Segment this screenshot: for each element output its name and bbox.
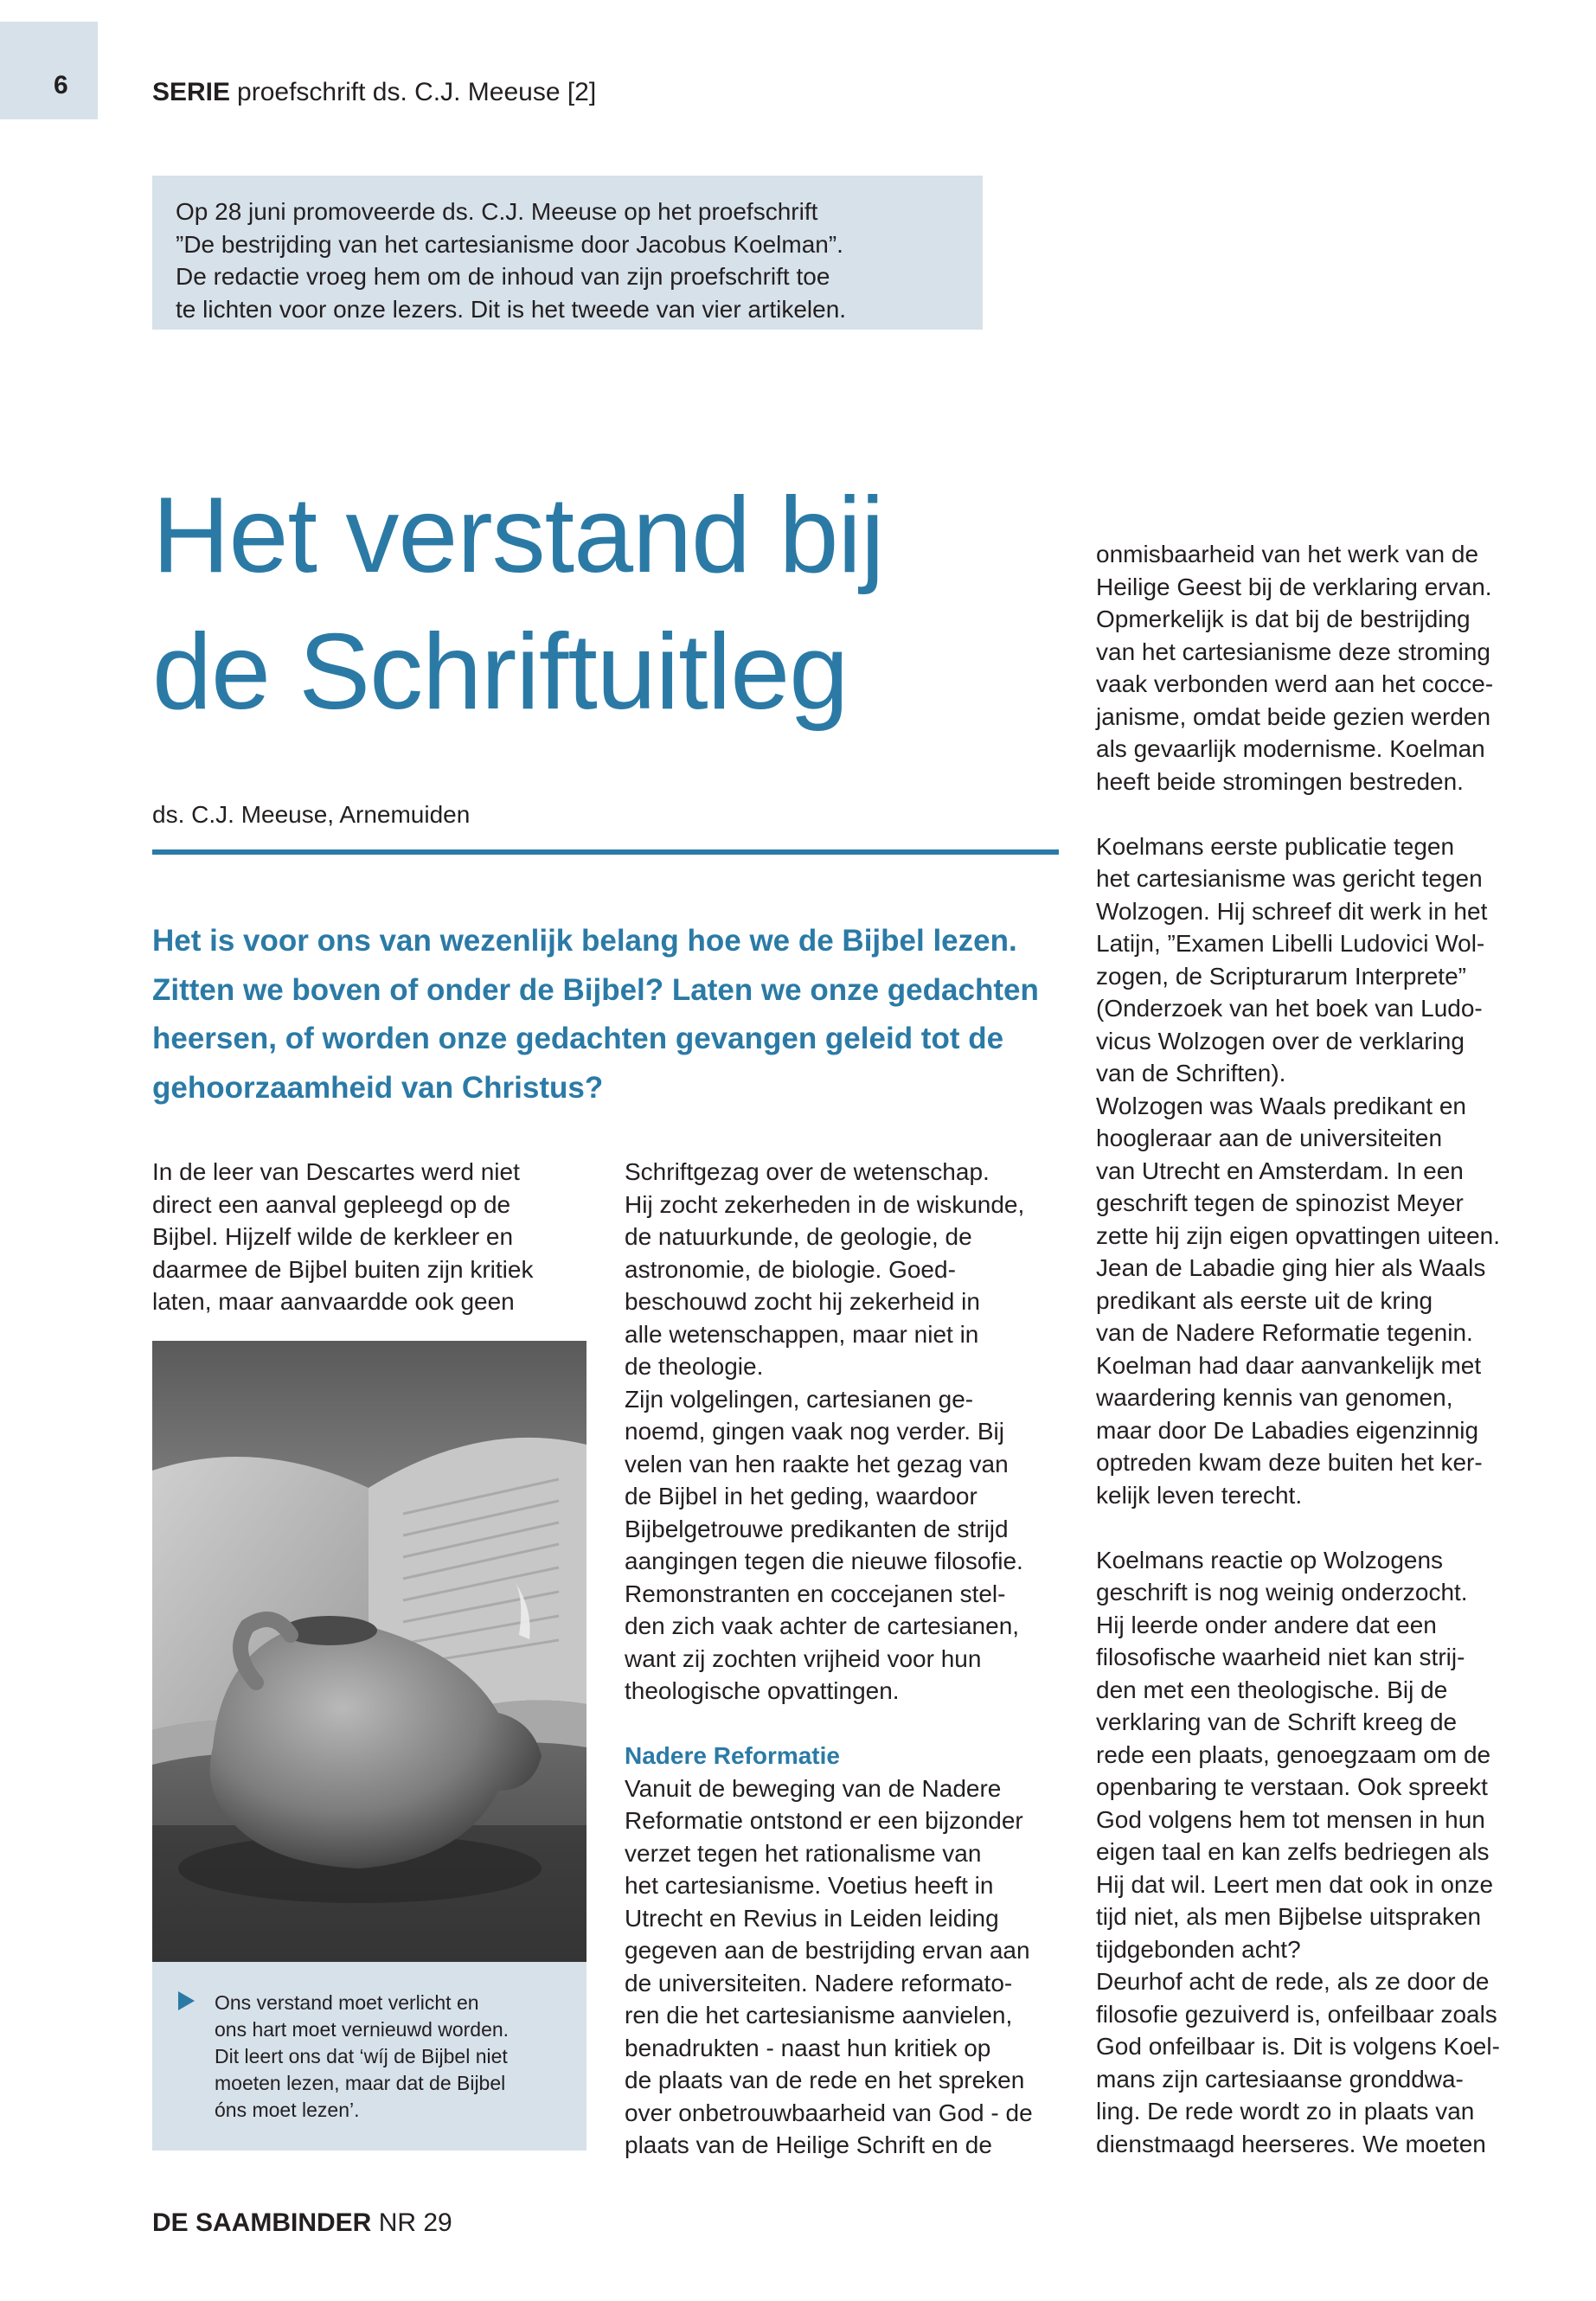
body-line: optreden kwam deze buiten het ker- (1096, 1449, 1483, 1476)
body-line: Heilige Geest bij de verklaring ervan. (1096, 573, 1492, 600)
body-line: Hij zocht zekerheden in de wiskunde, (625, 1190, 1025, 1218)
body-line: plaats van de Heilige Schrift en de (625, 2131, 992, 2158)
oil-lamp-photo (152, 1341, 586, 1962)
author-byline: ds. C.J. Meeuse, Arnemuiden (152, 801, 471, 828)
caption-line: moeten lezen, maar dat de Bijbel (215, 2072, 506, 2094)
body-line: Reformatie ontstond er een bijzonder (625, 1807, 1023, 1834)
lead-line: Zitten we boven of onder de Bijbel? Laten we onze gedachten (152, 972, 1039, 1007)
body-line: filosofie gezuiverd is, onfeilbaar zoals (1096, 2000, 1497, 2028)
body-line: eigen taal en kan zelfs bedriegen als (1096, 1838, 1490, 1865)
issue-number: NR 29 (378, 2208, 452, 2237)
series-title: proefschrift ds. C.J. Meeuse [2] (237, 78, 597, 106)
body-line: verzet tegen het rationalisme van (625, 1839, 982, 1867)
body-line: Opmerkelijk is dat bij de bestrijding (1096, 606, 1471, 632)
body-line: Koelmans reactie op Wolzogens (1096, 1546, 1444, 1574)
body-line: mans zijn cartesiaanse gronddwa- (1096, 2065, 1464, 2093)
paragraph-gap (1096, 798, 1500, 830)
paragraph-gap (625, 1708, 1033, 1740)
body-line: want zij zochten vrijheid voor hun (625, 1644, 982, 1672)
article-title (152, 467, 884, 740)
title-line: de Schriftuitleg (152, 612, 849, 732)
body-line: daarmee de Bijbel buiten zijn kritiek (152, 1255, 534, 1283)
body-line: God onfeilbaar is. Dit is volgens Koel- (1096, 2033, 1500, 2060)
body-line: Bijbel. Hijzelf wilde de kerkleer en (152, 1223, 514, 1250)
body-line: hoogleraar aan de universiteiten (1096, 1125, 1443, 1151)
body-line: Schriftgezag over de wetenschap. (625, 1158, 990, 1185)
body-line: geschrift tegen de spinozist Meyer (1096, 1189, 1464, 1216)
body-line: astronomie, de biologie. Goed- (625, 1255, 956, 1283)
intro-line: De redactie vroeg hem om de inhoud van zijn proefschrift toe (176, 263, 830, 290)
body-column-3 (1096, 538, 1500, 2160)
body-line: Remonstranten en coccejanen stel- (625, 1580, 1006, 1607)
intro-line: te lichten voor onze lezers. Dit is het tweede van vier artikelen. (176, 295, 847, 323)
body-line: Hij dat wil. Leert men dat ook in onze (1096, 1870, 1494, 1898)
lead-line: heersen, of worden onze gedachten gevangen geleid tot de (152, 1022, 1004, 1055)
body-line: maar door De Labadies eigenzinnig (1096, 1416, 1479, 1444)
body-line: de theologie. (625, 1353, 764, 1380)
body-line: Zijn volgelingen, cartesianen ge- (625, 1385, 974, 1413)
body-line: het cartesianisme. Voetius heeft in (625, 1872, 994, 1899)
caption-line: Dit leert ons dat ‘wíj de Bijbel niet (215, 2045, 508, 2067)
body-line: gegeven aan de bestrijding ervan aan (625, 1937, 1030, 1964)
body-line: de plaats van de rede en het spreken (625, 2067, 1025, 2093)
caption-line: Ons verstand moet verlicht en (215, 1991, 479, 2014)
body-line: ling. De rede wordt zo in plaats van (1096, 2098, 1475, 2125)
body-line: heeft beide stromingen bestreden. (1096, 767, 1464, 795)
body-line: In de leer van Descartes werd niet (152, 1158, 520, 1185)
body-line: over onbetrouwbaarheid van God - de (625, 2099, 1033, 2126)
page-number-tab (0, 22, 98, 119)
body-line: beschouwd zocht hij zekerheid in (625, 1288, 980, 1315)
body-line: de Bijbel in het geding, waardoor (625, 1483, 977, 1509)
body-line: theologische opvattingen. (625, 1677, 900, 1704)
caption-line: ons hart moet vernieuwd worden. (215, 2018, 510, 2041)
body-line: Wolzogen. Hij schreef dit werk in het (1096, 897, 1488, 925)
lead-paragraph (152, 917, 1069, 1112)
title-divider (152, 849, 1059, 855)
series-header (152, 78, 596, 107)
body-line: Vanuit de beweging van de Nadere (625, 1774, 1002, 1802)
body-line: openbaring te verstaan. Ook spreekt (1096, 1773, 1488, 1800)
body-line: verklaring van de Schrift kreeg de (1096, 1708, 1458, 1735)
body-line: (Onderzoek van het boek van Ludo- (1096, 995, 1483, 1022)
body-line: janisme, omdat beide gezien werden (1096, 702, 1491, 730)
title-line: Het verstand bij (152, 476, 884, 595)
body-line: van de Schriften). (1096, 1060, 1286, 1086)
caption-arrow-icon (178, 1991, 195, 2010)
body-line: direct een aanval gepleegd op de (152, 1190, 511, 1218)
body-line: van de Nadere Reformatie tegenin. (1096, 1319, 1473, 1346)
body-line: kelijk leven terecht. (1096, 1481, 1303, 1509)
body-line: den zich vaak achter de cartesianen, (625, 1612, 1020, 1639)
body-line: Latijn, ”Examen Libelli Ludovici Wol- (1096, 930, 1485, 957)
body-line: vicus Wolzogen over de verklaring (1096, 1027, 1465, 1054)
body-line: predikant als eerste uit de kring (1096, 1286, 1433, 1314)
body-line: het cartesianisme was gericht tegen (1096, 865, 1483, 892)
caption-line: óns moet lezen’. (215, 2099, 360, 2121)
lead-line: Het is voor ons van wezenlijk belang hoe we de Bijbel lezen. (152, 924, 1017, 958)
page-number: 6 (54, 71, 68, 99)
intro-line: Op 28 juni promoveerde ds. C.J. Meeuse op het proefschrift (176, 198, 818, 225)
body-line: den met een theologische. Bij de (1096, 1676, 1448, 1703)
body-column-2 (625, 1156, 1033, 2162)
body-line: alle wetenschappen, maar niet in (625, 1320, 979, 1348)
body-line: onmisbaarheid van het werk van de (1096, 541, 1479, 567)
body-line: Jean de Labadie ging hier als Waals (1096, 1254, 1486, 1281)
body-line: noemd, gingen vaak nog verder. Bij (625, 1418, 1004, 1445)
body-column-1 (152, 1156, 533, 1318)
body-line: van het cartesianisme deze stroming (1096, 638, 1490, 665)
body-line: ren die het cartesianisme aanvielen, (625, 2002, 1013, 2029)
body-line: laten, maar aanvaardde ook geen (152, 1288, 515, 1315)
photo-caption (152, 1962, 586, 2150)
body-line: dienstmaagd heerseres. We moeten (1096, 2130, 1486, 2157)
body-line: aangingen tegen die nieuwe filosofie. (625, 1548, 1023, 1574)
body-line: Wolzogen was Waals predikant en (1096, 1092, 1466, 1119)
body-line: God volgens hem tot mensen in hun (1096, 1805, 1485, 1833)
series-label: SERIE (152, 78, 231, 106)
body-line: als gevaarlijk modernisme. Koelman (1096, 735, 1485, 762)
magazine-name: DE SAAMBINDER (152, 2208, 372, 2237)
body-line: benadrukten - naast hun kritiek op (625, 2034, 991, 2061)
oil-lamp-icon (152, 1341, 586, 1962)
body-line: tijdgebonden acht? (1096, 1935, 1301, 1963)
body-line: Koelman had daar aanvankelijk met (1096, 1351, 1482, 1379)
footer (152, 2208, 452, 2238)
lead-line: gehoorzaamheid van Christus? (152, 1070, 604, 1105)
body-line: Bijbelgetrouwe predikanten de strijd (625, 1515, 1009, 1542)
body-line: filosofische waarheid niet kan strij- (1096, 1644, 1465, 1670)
body-line: Utrecht en Revius in Leiden leiding (625, 1904, 999, 1932)
body-line: zette hij zijn eigen opvattingen uiteen. (1096, 1221, 1500, 1249)
body-line: Deurhof acht de rede, als ze door de (1096, 1968, 1490, 1995)
body-line: tijd niet, als men Bijbelse uitspraken (1096, 1903, 1482, 1930)
body-line: velen van hen raakte het gezag van (625, 1450, 1009, 1477)
body-line: vaak verbonden werd aan het cocce- (1096, 670, 1494, 697)
paragraph-gap (1096, 1511, 1500, 1544)
body-line: geschrift is nog weinig onderzocht. (1096, 1579, 1468, 1606)
body-line: van Utrecht en Amsterdam. In een (1096, 1157, 1464, 1184)
body-line: zogen, de Scripturarum Interprete” (1096, 962, 1466, 990)
intro-line: ”De bestrijding van het cartesianisme door Jacobus Koelman”. (176, 230, 843, 258)
section-subheading: Nadere Reformatie (625, 1742, 840, 1769)
body-line: Koelmans eerste publicatie tegen (1096, 832, 1455, 860)
body-line: de universiteiten. Nadere reformato- (625, 1969, 1013, 1997)
body-line: rede een plaats, genoegzaam om de (1096, 1740, 1491, 1768)
body-line: Hij leerde onder andere dat een (1096, 1611, 1437, 1638)
body-line: waardering kennis van genomen, (1096, 1384, 1453, 1411)
intro-box (152, 176, 983, 330)
body-line: de natuurkunde, de geologie, de (625, 1223, 972, 1250)
